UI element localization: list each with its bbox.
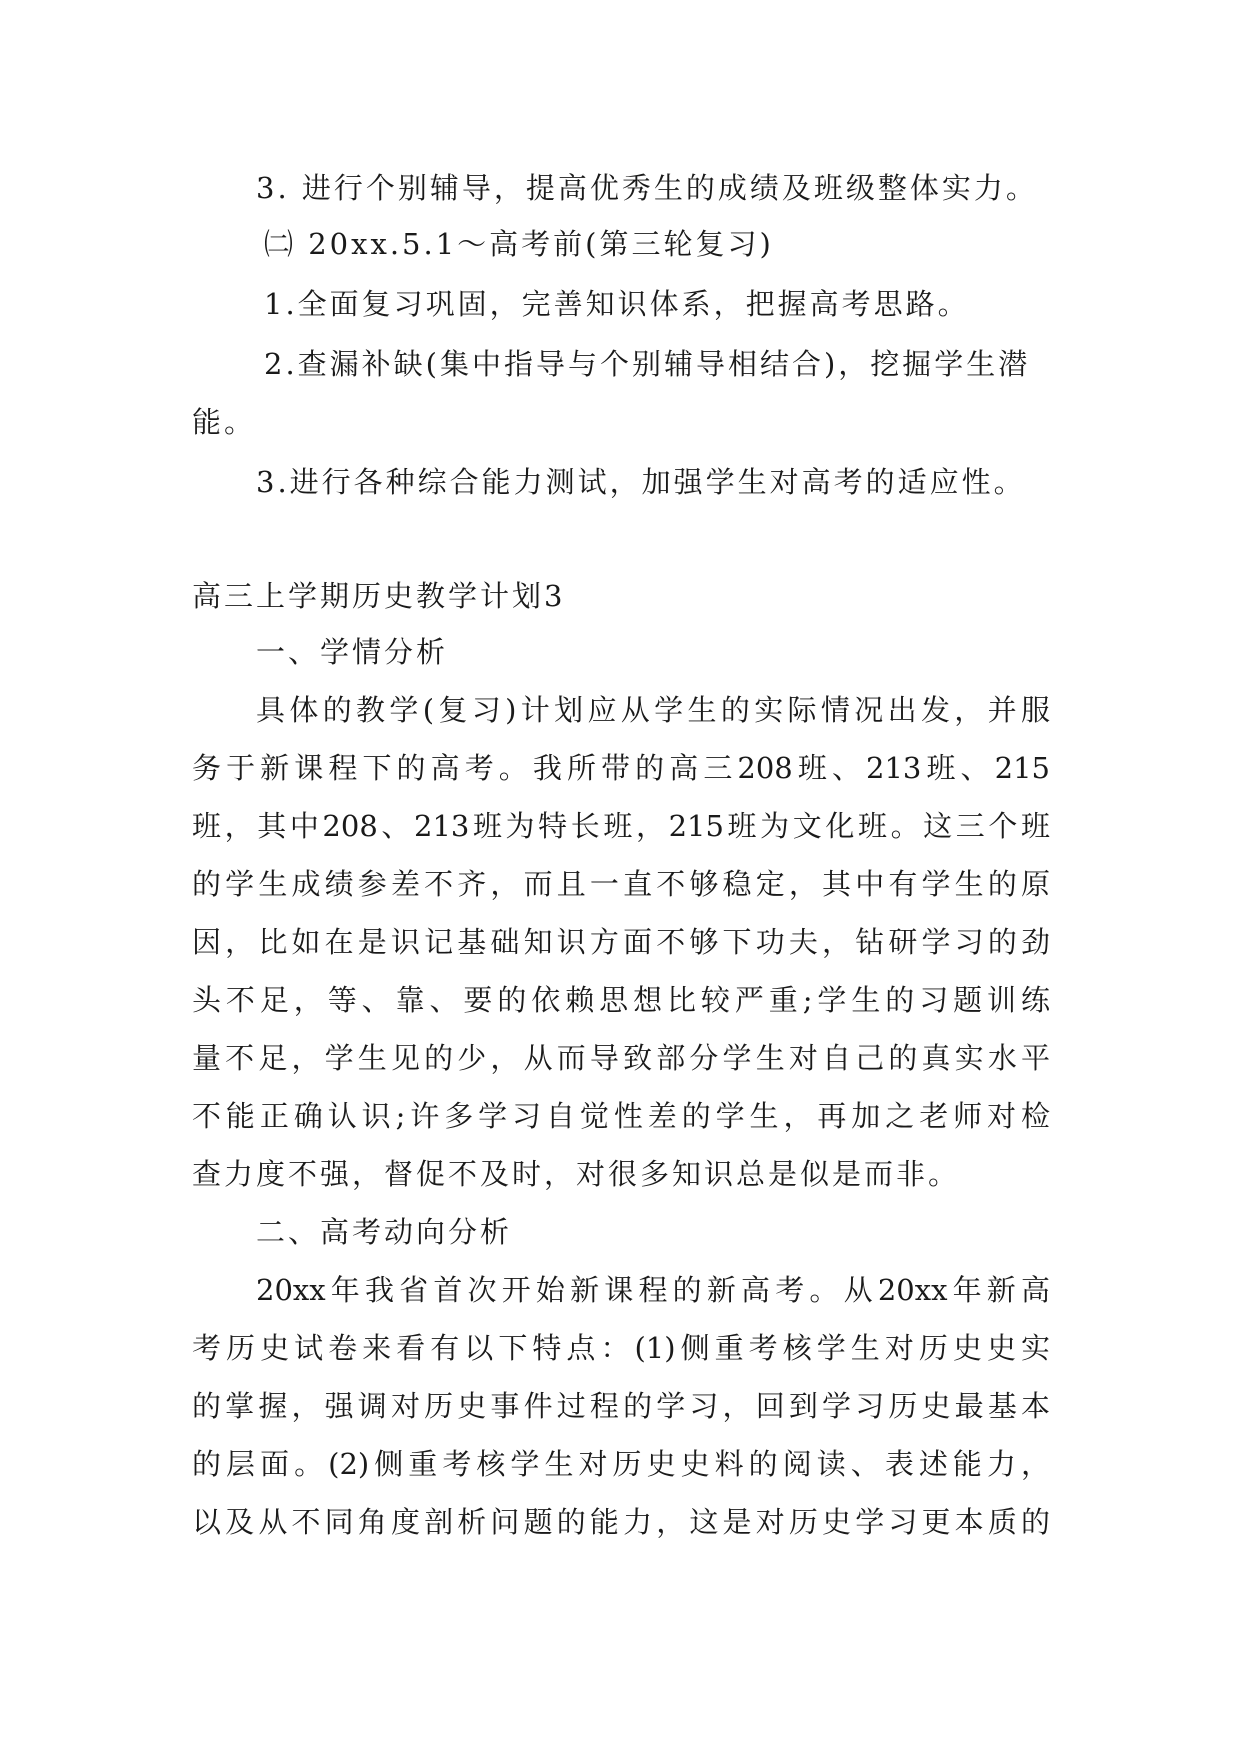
paragraph-line: 具体的教学(复习)计划应从学生的实际情况出发，并服: [256, 693, 1050, 727]
paragraph-line: 量不足，学生见的少，从而导致部分学生对自己的真实水平: [192, 1041, 1050, 1075]
list-item-fill-gaps-line2: 能。: [192, 405, 257, 439]
paragraph-line: 务于新课程下的高考。我所带的高三208班、213班、215: [192, 751, 1050, 785]
heading-learning-analysis: 一、学情分析: [256, 635, 449, 669]
paragraph-line: 20xx年我省首次开始新课程的新高考。从20xx年新高: [256, 1273, 1050, 1307]
paragraph-line: 的层面。(2)侧重考核学生对历史史料的阅读、表述能力，: [192, 1447, 1050, 1481]
paragraph-line: 因，比如在是识记基础知识方面不够下功夫，钻研学习的劲: [192, 925, 1050, 959]
list-item-ability-tests: 3.进行各种综合能力测试，加强学生对高考的适应性。: [256, 465, 1026, 499]
paragraph-line: 不能正确认识;许多学习自觉性差的学生，再加之老师对检: [192, 1099, 1050, 1133]
paragraph-line: 以及从不同角度剖析问题的能力，这是对历史学习更本质的: [192, 1505, 1050, 1539]
list-item-fill-gaps-line1: 2.查漏补缺(集中指导与个别辅导相结合)，挖掘学生潜: [264, 347, 1031, 381]
phase-heading-third-round: ㈡ 20xx.5.1～高考前(第三轮复习): [264, 227, 774, 261]
paragraph-line: 考历史试卷来看有以下特点：(1)侧重考核学生对历史史实: [192, 1331, 1050, 1365]
paragraph-line: 的掌握，强调对历史事件过程的学习，回到学习历史最基本: [192, 1389, 1050, 1423]
section-title-plan3: 高三上学期历史教学计划3: [192, 579, 566, 613]
paragraph-line: 头不足，等、靠、要的依赖思想比较严重;学生的习题训练: [192, 983, 1050, 1017]
list-item-comprehensive-review: 1.全面复习巩固，完善知识体系，把握高考思路。: [264, 287, 970, 321]
paragraph-line: 班，其中208、213班为特长班，215班为文化班。这三个班: [192, 809, 1050, 843]
list-item-individual-tutoring: 3. 进行个别辅导，提高优秀生的成绩及班级整体实力。: [256, 171, 1038, 205]
paragraph-line: 的学生成绩参差不齐，而且一直不够稳定，其中有学生的原: [192, 867, 1050, 901]
paragraph-line: 查力度不强，督促不及时，对很多知识总是似是而非。: [192, 1157, 961, 1191]
heading-exam-trend-analysis: 二、高考动向分析: [256, 1215, 513, 1249]
